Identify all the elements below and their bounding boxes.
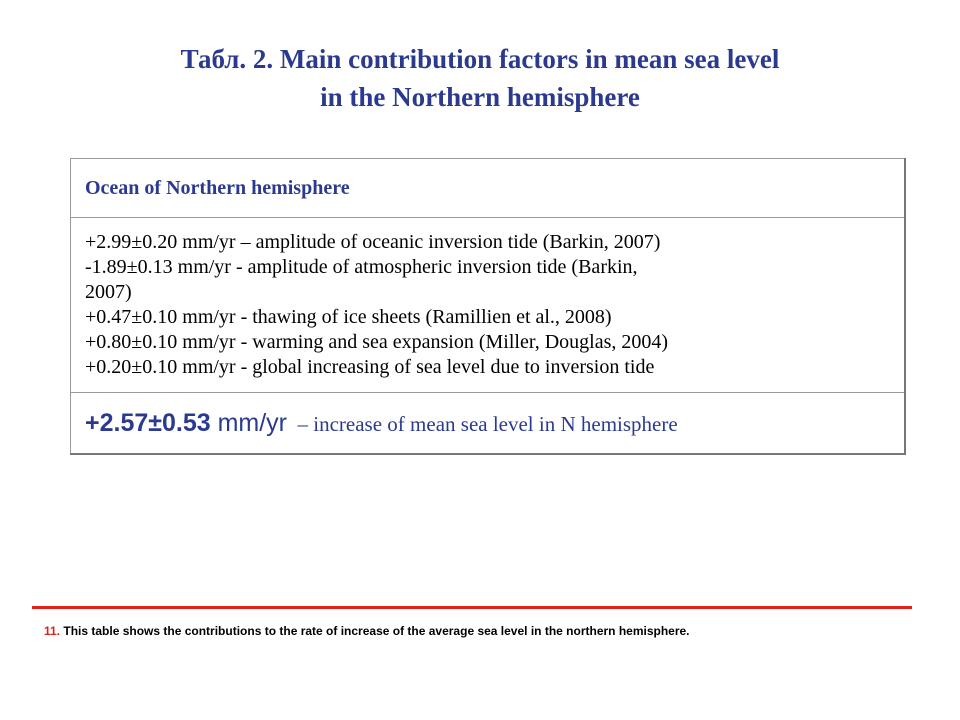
factor-line-4: +0.47±0.10 mm/yr - thawing of ice sheets (Ramillien et al., 2008) bbox=[85, 306, 612, 328]
page-title bbox=[0, 40, 960, 116]
contribution-table bbox=[70, 158, 906, 455]
summary-cell bbox=[71, 393, 906, 455]
summary-value: +2.57±0.53 bbox=[85, 408, 211, 437]
table-header-cell: Ocean of Northern hemisphere bbox=[71, 159, 906, 218]
factor-line-5: +0.80±0.10 mm/yr - warming and sea expansion (Miller, Douglas, 2004) bbox=[85, 331, 669, 353]
table-header-row bbox=[71, 159, 906, 218]
factor-line-3: 2007) bbox=[85, 281, 132, 303]
footnote-caption bbox=[44, 624, 690, 638]
table-summary-row bbox=[71, 393, 906, 455]
caption-number: 11. bbox=[44, 624, 61, 638]
factor-line-2: -1.89±0.13 mm/yr - amplitude of atmospheric inversion tide (Barkin, bbox=[85, 256, 638, 278]
factors-cell bbox=[71, 218, 906, 393]
caption-divider bbox=[32, 606, 912, 609]
title-line-1: Табл. 2. Main contribution factors in mean sea level bbox=[180, 44, 780, 74]
factor-line-6: +0.20±0.10 mm/yr - global increasing of sea level due to inversion tide bbox=[85, 356, 655, 378]
summary-description: – increase of mean sea level in N hemisphere bbox=[287, 411, 678, 436]
caption-text: This table shows the contributions to the rate of increase of the average sea level in the northern hemisphere. bbox=[60, 624, 690, 638]
table-row bbox=[71, 218, 906, 393]
factor-line-1: +2.99±0.20 mm/yr – amplitude of oceanic inversion tide (Barkin, 2007) bbox=[85, 231, 661, 253]
summary-unit: mm/yr bbox=[210, 408, 288, 437]
title-line-2: in the Northern hemisphere bbox=[320, 82, 640, 112]
